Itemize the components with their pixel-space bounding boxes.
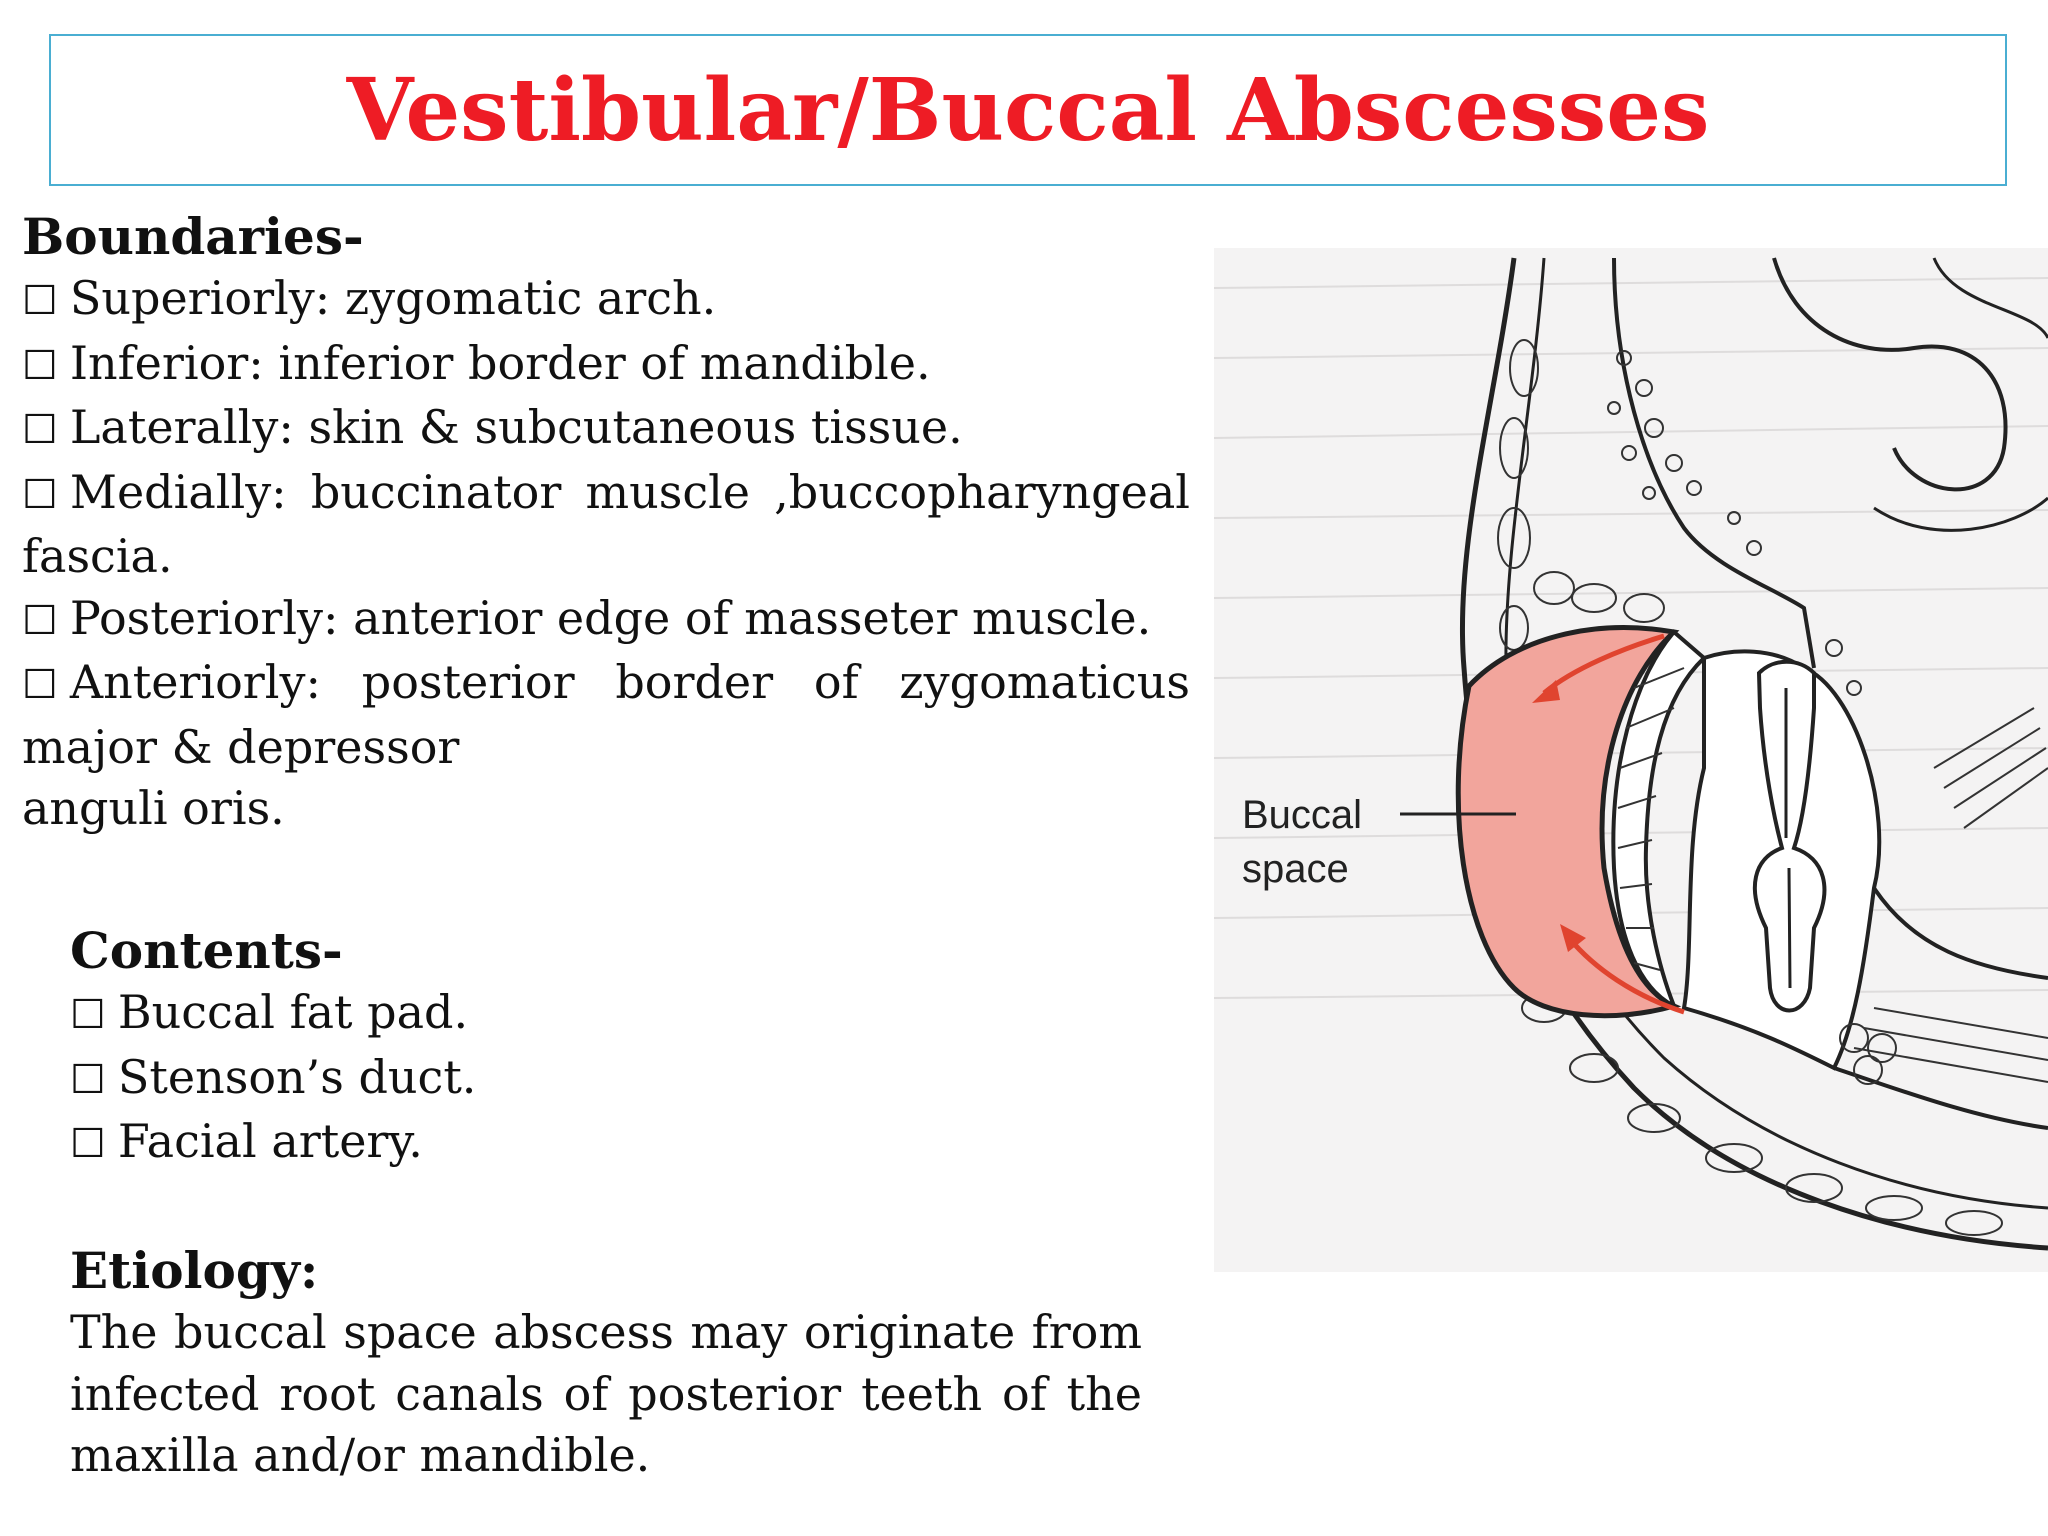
list-item: ☐ Posteriorly: anterior edge of masseter muscle.	[22, 590, 1152, 645]
checkbox-icon: ☐	[22, 407, 58, 453]
page-title: Vestibular/Buccal Abscesses	[346, 59, 1710, 161]
list-item: ☐ Medially: buccinator muscle ,buccopharyngeal	[22, 464, 1190, 519]
maxilla-outline	[1614, 258, 1814, 668]
boundaries-heading: Boundaries-	[22, 207, 364, 266]
checkbox-icon: ☐	[22, 342, 58, 389]
list-item: ☐ Inferior: inferior border of mandible.	[22, 335, 931, 390]
checkbox-icon: ☐	[70, 1056, 106, 1103]
list-item: ☐ Stenson’s duct.	[70, 1049, 477, 1104]
list-item: ☐ Superiorly: zygomatic arch.	[22, 271, 717, 325]
checkbox-icon: ☐	[22, 662, 58, 708]
contents-section	[70, 920, 476, 1176]
list-item-continuation: anguli oris.	[22, 781, 285, 835]
anatomy-illustration	[1214, 248, 2048, 1272]
sinus-outline	[1774, 258, 2006, 489]
paragraph-line: The buccal space abscess may originate from	[70, 1305, 1142, 1359]
buccal-label-line1: Buccal	[1242, 793, 1363, 837]
list-item-continuation: major & depressor	[22, 719, 460, 774]
list-item: ☐ Laterally: skin & subcutaneous tissue.	[22, 400, 963, 454]
paragraph-line: infected root canals of posterior teeth of the	[70, 1366, 1142, 1421]
title-box	[49, 34, 2007, 186]
list-item-continuation: fascia.	[22, 529, 173, 583]
etiology-heading: Etiology:	[70, 1241, 319, 1300]
checkbox-icon: ☐	[22, 278, 58, 324]
paragraph-line: maxilla and/or mandible.	[70, 1428, 651, 1482]
list-item: ☐ Buccal fat pad.	[70, 985, 469, 1039]
boundaries-section	[22, 206, 1190, 840]
list-item: ☐ Facial artery.	[70, 1114, 423, 1168]
etiology-section	[70, 1240, 1142, 1487]
contents-heading: Contents-	[70, 921, 343, 980]
muscle-fibres-lower	[1854, 708, 2048, 1082]
buccal-label-line2: space	[1242, 847, 1349, 891]
checkbox-icon: ☐	[70, 992, 106, 1038]
checkbox-icon: ☐	[22, 471, 58, 518]
list-item: ☐ Anteriorly: posterior border of zygomaticus	[22, 655, 1190, 709]
checkbox-icon: ☐	[22, 597, 58, 644]
checkbox-icon: ☐	[70, 1121, 106, 1167]
buccal-space-figure	[1214, 248, 2048, 1272]
